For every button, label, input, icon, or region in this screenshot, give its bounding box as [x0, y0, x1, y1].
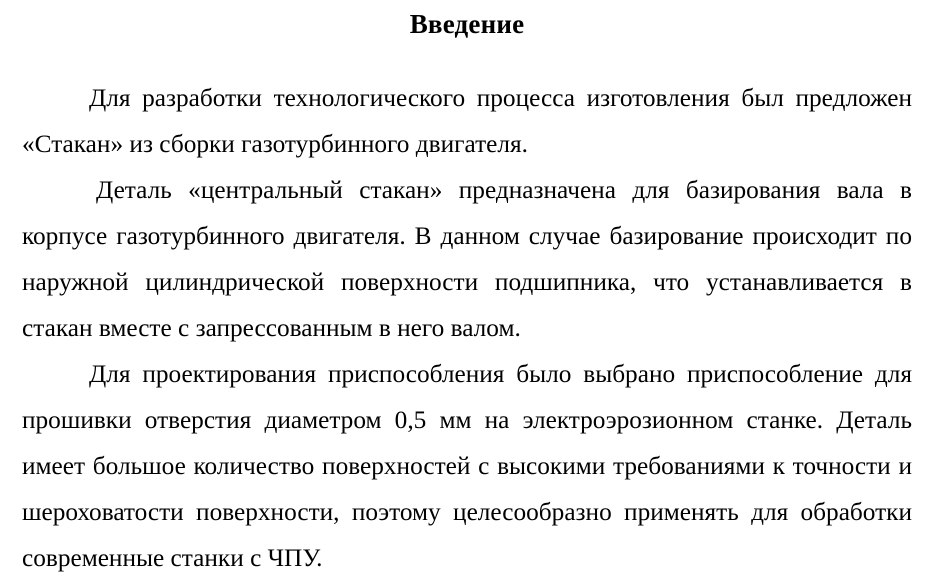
document-page: [22, 0, 912, 581]
paragraph-3: Для проектирования приспособления было выбрано приспособление для прошивки отверстия диаметром 0,5 мм на электроэрозионном станке. Деталь имеет большое количество поверхностей с высокими требованиями к точности и шероховатости поверхности, поэтому целесообразно применять для обработки современные станки с ЧПУ.: [22, 360, 912, 572]
paragraph-2: Деталь «центральный стакан» предназначена для базирования вала в корпусе газотурбинного двигателя. В данном случае базирование происходит по наружной цилиндрической поверхности подшипника, что устанавливается в стакан вместе с запрессованным в него валом.: [22, 176, 912, 342]
paragraph-1: Для разработки технологического процесса изготовления был предложен «Стакан» из сборки газотурбинного двигателя.: [22, 84, 912, 158]
section-title: Введение: [409, 9, 525, 39]
